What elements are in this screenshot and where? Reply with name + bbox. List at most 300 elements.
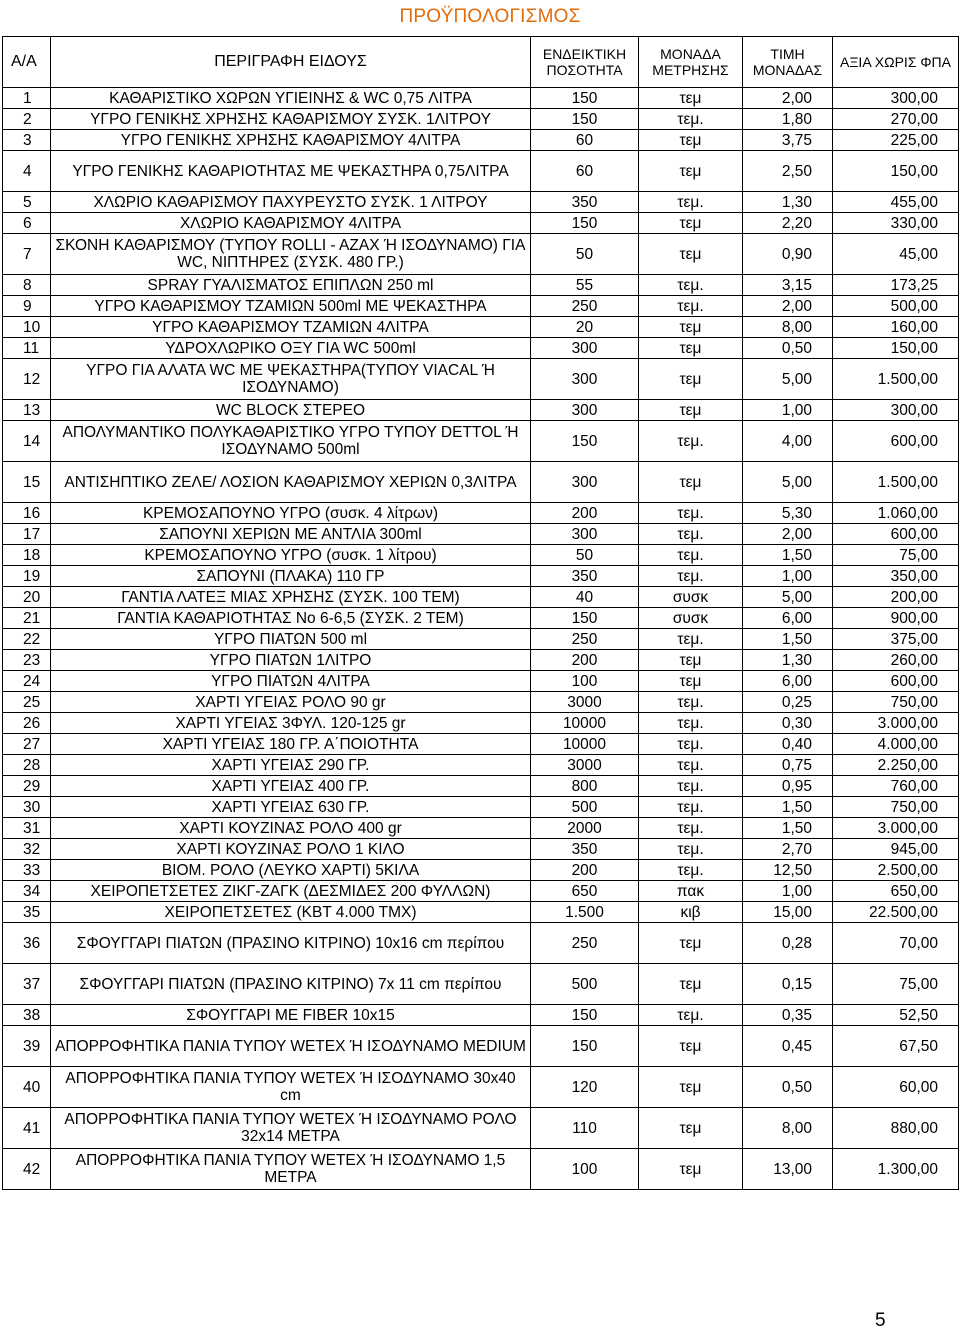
row-unit-price: 1,30 [743,192,833,213]
row-quantity: 150 [531,608,639,629]
row-value: 750,00 [833,692,959,713]
row-unit-price: 5,00 [743,462,833,503]
row-unit-price: 5,00 [743,359,833,400]
row-unit-price: 6,00 [743,671,833,692]
row-value: 225,00 [833,130,959,151]
row-value: 760,00 [833,776,959,797]
row-unit: τεμ [639,213,743,234]
row-description: ΧΑΡΤΙ ΥΓΕΙΑΣ 180 ΓΡ. Α΄ΠΟΙΟΤΗΤΑ [51,734,531,755]
row-value: 260,00 [833,650,959,671]
row-number: 21 [3,608,51,629]
row-value: 2.500,00 [833,860,959,881]
table-row [3,109,959,130]
row-number: 36 [3,923,51,964]
row-quantity: 250 [531,923,639,964]
row-value: 3.000,00 [833,713,959,734]
row-description: ΒΙΟΜ. ΡΟΛΟ (ΛΕΥΚΟ ΧΑΡΤΙ) 5ΚΙΛΑ [51,860,531,881]
row-unit-price: 0,40 [743,734,833,755]
row-number: 23 [3,650,51,671]
row-unit-price: 1,00 [743,566,833,587]
row-unit: τεμ. [639,797,743,818]
row-unit: τεμ. [639,421,743,462]
row-unit: τεμ. [639,566,743,587]
row-unit-price: 1,50 [743,629,833,650]
row-unit: τεμ. [639,109,743,130]
row-number: 6 [3,213,51,234]
table-row [3,1026,959,1067]
table-row [3,839,959,860]
row-unit: τεμ. [639,755,743,776]
row-description: ΑΠΟΛΥΜΑΝΤΙΚΟ ΠΟΛΥΚΑΘΑΡΙΣΤΙΚΟ ΥΓΡΟ ΤΥΠΟΥ DETTOL Ή ΙΣΟΔΥΝΑΜΟ 500ml [51,421,531,462]
row-unit-price: 0,95 [743,776,833,797]
table-row [3,902,959,923]
header-unit: ΜΟΝΑΔΑ ΜΕΤΡΗΣΗΣ [639,37,743,88]
row-value: 75,00 [833,545,959,566]
row-unit-price: 8,00 [743,1108,833,1149]
row-unit: τεμ. [639,1005,743,1026]
row-quantity: 300 [531,462,639,503]
table-row [3,629,959,650]
row-quantity: 110 [531,1108,639,1149]
row-number: 41 [3,1108,51,1149]
row-description: ΓΑΝΤΙΑ ΚΑΘΑΡΙΟΤΗΤΑΣ Νο 6-6,5 (ΣΥΣΚ. 2 ΤΕΜ) [51,608,531,629]
row-description: ΧΑΡΤΙ ΥΓΕΙΑΣ 290 ΓΡ. [51,755,531,776]
row-number: 22 [3,629,51,650]
row-quantity: 500 [531,964,639,1005]
row-quantity: 10000 [531,734,639,755]
row-description: ΧΕΙΡΟΠΕΤΣΕΤΕΣ ΖΙΚΓ-ΖΑΓΚ (ΔΕΣΜΙΔΕΣ 200 ΦΥΛΛΩΝ) [51,881,531,902]
row-unit: τεμ [639,317,743,338]
row-unit-price: 0,30 [743,713,833,734]
row-unit: τεμ. [639,296,743,317]
row-quantity: 250 [531,629,639,650]
table-row [3,587,959,608]
row-quantity: 150 [531,109,639,130]
row-number: 35 [3,902,51,923]
row-unit-price: 0,90 [743,234,833,275]
table-row [3,650,959,671]
row-quantity: 650 [531,881,639,902]
table-row [3,88,959,109]
row-unit: συσκ [639,587,743,608]
row-unit: τεμ. [639,192,743,213]
row-description: ΥΓΡΟ ΓΕΝΙΚΗΣ ΚΑΘΑΡΙΟΤΗΤΑΣ ΜΕ ΨΕΚΑΣΤΗΡΑ 0,75ΛΙΤΡΑ [51,151,531,192]
row-value: 750,00 [833,797,959,818]
row-value: 4.000,00 [833,734,959,755]
row-unit: τεμ [639,130,743,151]
row-unit-price: 1,50 [743,545,833,566]
row-unit: τεμ. [639,860,743,881]
row-unit: τεμ. [639,734,743,755]
row-number: 25 [3,692,51,713]
row-quantity: 3000 [531,692,639,713]
row-quantity: 350 [531,839,639,860]
row-number: 30 [3,797,51,818]
row-description: ΓΑΝΤΙΑ ΛΑΤΕΞ ΜΙΑΣ ΧΡΗΣΗΣ (ΣΥΣΚ. 100 ΤΕΜ) [51,587,531,608]
row-number: 11 [3,338,51,359]
row-unit-price: 2,00 [743,296,833,317]
row-value: 22.500,00 [833,902,959,923]
table-row [3,923,959,964]
header-quantity: ΕΝΔΕΙΚΤΙΚΗ ΠΟΣΟΤΗΤΑ [531,37,639,88]
row-number: 3 [3,130,51,151]
row-value: 330,00 [833,213,959,234]
row-quantity: 150 [531,213,639,234]
row-value: 270,00 [833,109,959,130]
table-row [3,151,959,192]
row-unit: τεμ [639,923,743,964]
row-unit: τεμ [639,1067,743,1108]
table-row [3,296,959,317]
row-value: 455,00 [833,192,959,213]
budget-table [2,36,959,1190]
row-description: ΥΓΡΟ ΚΑΘΑΡΙΣΜΟΥ ΤΖΑΜΙΩΝ 500ml ΜΕ ΨΕΚΑΣΤΗΡΑ [51,296,531,317]
table-row [3,359,959,400]
row-value: 1.300,00 [833,1149,959,1190]
row-value: 2.250,00 [833,755,959,776]
row-quantity: 300 [531,338,639,359]
row-number: 39 [3,1026,51,1067]
row-quantity: 150 [531,1026,639,1067]
row-unit-price: 0,35 [743,1005,833,1026]
row-description: ΑΠΟΡΡΟΦΗΤΙΚΑ ΠΑΝΙΑ ΤΥΠΟΥ WETEX Ή ΙΣΟΔΥΝΑΜΟ ΡΟΛΟ 32x14 ΜΕΤΡΑ [51,1108,531,1149]
header-value: ΑΞΙΑ ΧΩΡΙΣ ΦΠΑ [833,37,959,88]
row-number: 10 [3,317,51,338]
row-number: 16 [3,503,51,524]
row-number: 32 [3,839,51,860]
row-unit-price: 1,30 [743,650,833,671]
row-unit: τεμ [639,151,743,192]
row-quantity: 300 [531,400,639,421]
row-unit-price: 2,70 [743,839,833,860]
row-unit: συσκ [639,608,743,629]
row-value: 1.060,00 [833,503,959,524]
table-row [3,881,959,902]
row-unit: τεμ. [639,524,743,545]
table-row [3,545,959,566]
row-description: ΥΓΡΟ ΠΙΑΤΩΝ 500 ml [51,629,531,650]
row-unit: τεμ. [639,629,743,650]
row-unit: τεμ. [639,545,743,566]
row-quantity: 800 [531,776,639,797]
row-value: 67,50 [833,1026,959,1067]
table-row [3,317,959,338]
row-quantity: 350 [531,566,639,587]
table-row [3,400,959,421]
row-description: ΧΑΡΤΙ ΚΟΥΖΙΝΑΣ ΡΟΛΟ 1 ΚΙΛΟ [51,839,531,860]
row-quantity: 10000 [531,713,639,734]
row-description: ΑΠΟΡΡΟΦΗΤΙΚΑ ΠΑΝΙΑ ΤΥΠΟΥ WETEX Ή ΙΣΟΔΥΝΑΜΟ 1,5 ΜΕΤΡΑ [51,1149,531,1190]
row-value: 150,00 [833,151,959,192]
row-description: ΑΠΟΡΡΟΦΗΤΙΚΑ ΠΑΝΙΑ ΤΥΠΟΥ WETEX Ή ΙΣΟΔΥΝΑΜΟ MEDIUM [51,1026,531,1067]
row-description: ΥΓΡΟ ΠΙΑΤΩΝ 4ΛΙΤΡΑ [51,671,531,692]
row-quantity: 150 [531,88,639,109]
row-number: 15 [3,462,51,503]
row-description: ΣΑΠΟΥΝΙ (ΠΛΑΚΑ) 110 ΓΡ [51,566,531,587]
row-unit: τεμ [639,964,743,1005]
row-number: 27 [3,734,51,755]
row-description: SPRAY ΓΥΑΛΙΣΜΑΤΟΣ ΕΠΙΠΛΩΝ 250 ml [51,275,531,296]
row-unit: τεμ [639,671,743,692]
table-row [3,860,959,881]
table-row [3,671,959,692]
row-quantity: 40 [531,587,639,608]
row-unit-price: 0,75 [743,755,833,776]
row-quantity: 100 [531,1149,639,1190]
table-row [3,566,959,587]
row-unit-price: 1,50 [743,818,833,839]
row-quantity: 150 [531,421,639,462]
row-description: ΚΑΘΑΡΙΣΤΙΚΟ ΧΩΡΩΝ ΥΓΙΕΙΝΗΣ & WC 0,75 ΛΙΤΡΑ [51,88,531,109]
row-value: 900,00 [833,608,959,629]
row-unit: τεμ [639,462,743,503]
row-quantity: 300 [531,359,639,400]
row-number: 18 [3,545,51,566]
row-description: ΥΓΡΟ ΓΕΝΙΚΗΣ ΧΡΗΣΗΣ ΚΑΘΑΡΙΣΜΟΥ ΣΥΣΚ. 1ΛΙΤΡΟΥ [51,109,531,130]
row-quantity: 50 [531,545,639,566]
row-quantity: 350 [531,192,639,213]
row-unit: τεμ. [639,713,743,734]
row-description: ΧΕΙΡΟΠΕΤΣΕΤΕΣ (ΚΒΤ 4.000 ΤΜΧ) [51,902,531,923]
row-unit-price: 0,50 [743,1067,833,1108]
row-quantity: 500 [531,797,639,818]
row-quantity: 120 [531,1067,639,1108]
row-description: ΥΔΡΟΧΛΩΡΙΚΟ ΟΞΥ ΓΙΑ WC 500ml [51,338,531,359]
row-unit: τεμ [639,359,743,400]
row-number: 40 [3,1067,51,1108]
row-value: 3.000,00 [833,818,959,839]
table-row [3,503,959,524]
row-unit-price: 0,15 [743,964,833,1005]
row-number: 31 [3,818,51,839]
row-value: 200,00 [833,587,959,608]
row-unit-price: 15,00 [743,902,833,923]
row-value: 300,00 [833,88,959,109]
page-title: ΠΡΟΫΠΟΛΟΓΙΣΜΟΣ [399,6,581,27]
page-number: 5 [875,1310,886,1331]
row-unit-price: 6,00 [743,608,833,629]
row-quantity: 250 [531,296,639,317]
table-row [3,734,959,755]
row-number: 8 [3,275,51,296]
table-row [3,1108,959,1149]
row-value: 150,00 [833,338,959,359]
header-description: ΠΕΡΙΓΡΑΦΗ ΕΙΔΟΥΣ [51,37,531,88]
table-row [3,234,959,275]
row-value: 600,00 [833,421,959,462]
row-number: 13 [3,400,51,421]
row-unit: κιβ [639,902,743,923]
table-row [3,713,959,734]
row-unit-price: 8,00 [743,317,833,338]
row-unit-price: 2,20 [743,213,833,234]
row-description: ΥΓΡΟ ΓΕΝΙΚΗΣ ΧΡΗΣΗΣ ΚΑΘΑΡΙΣΜΟΥ 4ΛΙΤΡΑ [51,130,531,151]
row-unit: τεμ [639,1149,743,1190]
row-unit: τεμ. [639,692,743,713]
table-row [3,338,959,359]
row-number: 19 [3,566,51,587]
row-unit: τεμ [639,650,743,671]
row-number: 42 [3,1149,51,1190]
table-row [3,1149,959,1190]
table-row [3,421,959,462]
row-unit-price: 0,25 [743,692,833,713]
row-value: 300,00 [833,400,959,421]
row-description: ΣΦΟΥΓΓΑΡΙ ΜΕ FIBER 10x15 [51,1005,531,1026]
row-number: 7 [3,234,51,275]
row-value: 600,00 [833,671,959,692]
row-unit-price: 3,15 [743,275,833,296]
table-row [3,797,959,818]
row-quantity: 3000 [531,755,639,776]
table-row [3,776,959,797]
row-description: ΧΑΡΤΙ ΥΓΕΙΑΣ 630 ΓΡ. [51,797,531,818]
table-row [3,1005,959,1026]
row-unit-price: 4,00 [743,421,833,462]
row-value: 1.500,00 [833,359,959,400]
row-description: ΚΡΕΜΟΣΑΠΟΥΝΟ ΥΓΡΟ (συσκ. 1 λίτρου) [51,545,531,566]
row-quantity: 200 [531,860,639,881]
row-description: ΑΝΤΙΣΗΠΤΙΚΟ ΖΕΛΕ/ ΛΟΣΙΟΝ ΚΑΘΑΡΙΣΜΟΥ ΧΕΡΙΩΝ 0,3ΛΙΤΡΑ [51,462,531,503]
row-number: 26 [3,713,51,734]
row-number: 38 [3,1005,51,1026]
row-unit-price: 1,00 [743,881,833,902]
row-quantity: 200 [531,503,639,524]
table-row [3,608,959,629]
table-row [3,524,959,545]
row-number: 5 [3,192,51,213]
row-value: 160,00 [833,317,959,338]
row-quantity: 60 [531,130,639,151]
row-description: ΧΑΡΤΙ ΥΓΕΙΑΣ 3ΦΥΛ. 120-125 gr [51,713,531,734]
row-number: 20 [3,587,51,608]
row-quantity: 1.500 [531,902,639,923]
row-unit: τεμ [639,234,743,275]
row-value: 650,00 [833,881,959,902]
row-number: 4 [3,151,51,192]
row-number: 12 [3,359,51,400]
row-value: 375,00 [833,629,959,650]
row-unit-price: 0,28 [743,923,833,964]
row-unit-price: 1,50 [743,797,833,818]
row-description: ΥΓΡΟ ΠΙΑΤΩΝ 1ΛΙΤΡΟ [51,650,531,671]
row-number: 9 [3,296,51,317]
row-unit: τεμ. [639,839,743,860]
table-row [3,1067,959,1108]
row-value: 60,00 [833,1067,959,1108]
row-description: ΑΠΟΡΡΟΦΗΤΙΚΑ ΠΑΝΙΑ ΤΥΠΟΥ WETEX Ή ΙΣΟΔΥΝΑΜΟ 30x40 cm [51,1067,531,1108]
row-number: 24 [3,671,51,692]
table-row [3,130,959,151]
row-value: 500,00 [833,296,959,317]
row-value: 600,00 [833,524,959,545]
row-quantity: 100 [531,671,639,692]
row-unit-price: 5,30 [743,503,833,524]
header-row [3,37,959,88]
row-description: ΥΓΡΟ ΚΑΘΑΡΙΣΜΟΥ ΤΖΑΜΙΩΝ 4ΛΙΤΡΑ [51,317,531,338]
row-value: 45,00 [833,234,959,275]
row-unit: πακ [639,881,743,902]
row-unit: τεμ. [639,818,743,839]
row-value: 350,00 [833,566,959,587]
row-description: ΚΡΕΜΟΣΑΠΟΥΝΟ ΥΓΡΟ (συσκ. 4 λίτρων) [51,503,531,524]
row-value: 1.500,00 [833,462,959,503]
row-unit-price: 2,50 [743,151,833,192]
row-description: ΧΑΡΤΙ ΚΟΥΖΙΝΑΣ ΡΟΛΟ 400 gr [51,818,531,839]
row-unit: τεμ [639,88,743,109]
row-quantity: 60 [531,151,639,192]
row-unit: τεμ [639,338,743,359]
row-unit-price: 3,75 [743,130,833,151]
row-description: WC BLOCK ΣΤΕΡΕΟ [51,400,531,421]
row-unit-price: 1,00 [743,400,833,421]
row-unit-price: 13,00 [743,1149,833,1190]
row-quantity: 50 [531,234,639,275]
table-row [3,818,959,839]
row-number: 28 [3,755,51,776]
row-description: ΣΦΟΥΓΓΑΡΙ ΠΙΑΤΩΝ (ΠΡΑΣΙΝΟ ΚΙΤΡΙΝΟ) 7x 11 cm περίπου [51,964,531,1005]
row-description: ΧΛΩΡΙΟ ΚΑΘΑΡΙΣΜΟΥ ΠΑΧΥΡΕΥΣΤΟ ΣΥΣΚ. 1 ΛΙΤΡΟΥ [51,192,531,213]
row-unit-price: 0,50 [743,338,833,359]
table-row [3,755,959,776]
row-unit-price: 0,45 [743,1026,833,1067]
row-unit-price: 1,80 [743,109,833,130]
row-number: 17 [3,524,51,545]
row-description: ΥΓΡΟ ΓΙΑ ΑΛΑΤΑ WC ΜΕ ΨΕΚΑΣΤΗΡΑ(ΤΥΠΟΥ VIACAL Ή ΙΣΟΔΥΝΑΜΟ) [51,359,531,400]
row-unit: τεμ [639,1108,743,1149]
row-unit-price: 12,50 [743,860,833,881]
row-quantity: 300 [531,524,639,545]
row-unit: τεμ [639,400,743,421]
row-value: 52,50 [833,1005,959,1026]
row-value: 173,25 [833,275,959,296]
row-quantity: 20 [531,317,639,338]
row-description: ΧΑΡΤΙ ΥΓΕΙΑΣ ΡΟΛΟ 90 gr [51,692,531,713]
row-description: ΣΦΟΥΓΓΑΡΙ ΠΙΑΤΩΝ (ΠΡΑΣΙΝΟ ΚΙΤΡΙΝΟ) 10x16 cm περίπου [51,923,531,964]
row-number: 14 [3,421,51,462]
row-unit: τεμ. [639,503,743,524]
row-description: ΧΑΡΤΙ ΥΓΕΙΑΣ 400 ΓΡ. [51,776,531,797]
table-row [3,692,959,713]
row-description: ΣΚΟΝΗ ΚΑΘΑΡΙΣΜΟΥ (ΤΥΠΟΥ ROLLI - AZAX Ή ΙΣΟΔΥΝΑΜΟ) ΓΙΑ WC, ΝΙΠΤΗΡΕΣ (ΣΥΣΚ. 480 ΓΡ.) [51,234,531,275]
row-quantity: 55 [531,275,639,296]
row-value: 880,00 [833,1108,959,1149]
row-unit: τεμ. [639,275,743,296]
row-description: ΣΑΠΟΥΝΙ ΧΕΡΙΩΝ ΜΕ ΑΝΤΛΙΑ 300ml [51,524,531,545]
row-number: 1 [3,88,51,109]
row-unit-price: 5,00 [743,587,833,608]
row-value: 75,00 [833,964,959,1005]
row-value: 945,00 [833,839,959,860]
row-number: 2 [3,109,51,130]
header-aa: Α/Α [3,37,51,88]
table-row [3,192,959,213]
row-description: ΧΛΩΡΙΟ ΚΑΘΑΡΙΣΜΟΥ 4ΛΙΤΡΑ [51,213,531,234]
table-row [3,964,959,1005]
row-number: 29 [3,776,51,797]
row-value: 70,00 [833,923,959,964]
row-number: 37 [3,964,51,1005]
row-unit: τεμ. [639,776,743,797]
table-row [3,275,959,296]
row-unit-price: 2,00 [743,88,833,109]
header-unit-price: ΤΙΜΗ ΜΟΝΑΔΑΣ [743,37,833,88]
row-quantity: 2000 [531,818,639,839]
table-row [3,462,959,503]
row-unit-price: 2,00 [743,524,833,545]
row-quantity: 200 [531,650,639,671]
table-row [3,213,959,234]
